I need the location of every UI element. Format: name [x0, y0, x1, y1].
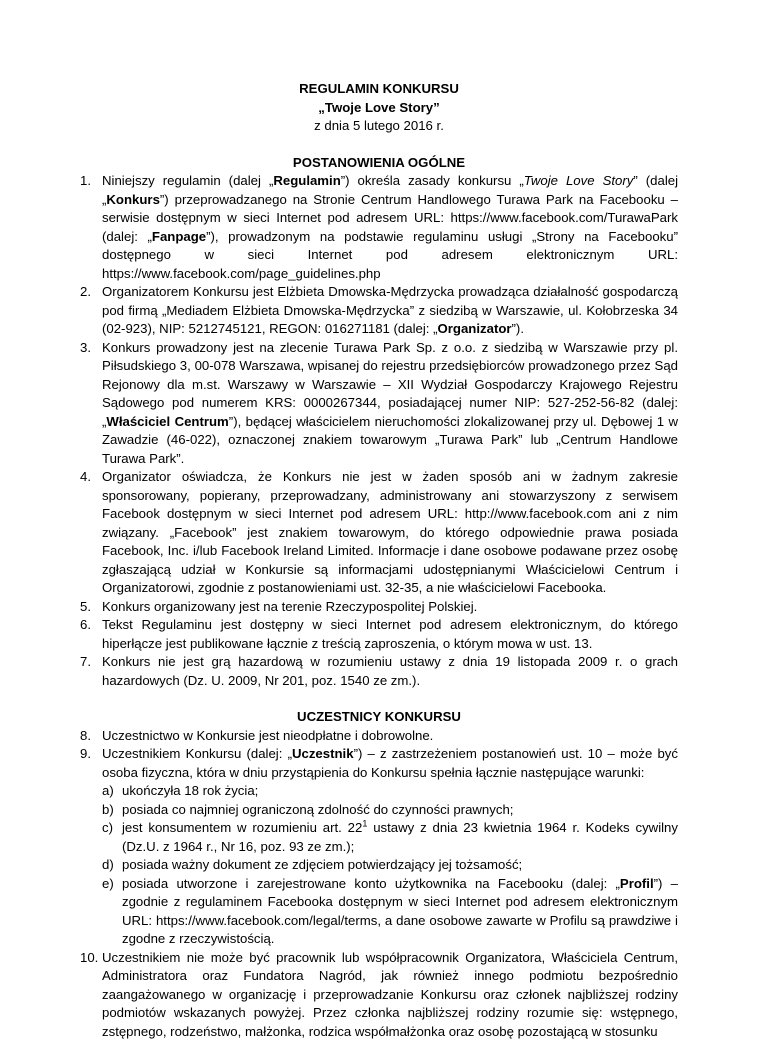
condition-item — [102, 856, 678, 875]
text-run: Uczestnictwo w Konkursie jest nieodpłatne i dobrowolne. — [102, 728, 433, 743]
list-item — [80, 616, 678, 653]
document-title: REGULAMIN KONKURSU — [80, 80, 678, 99]
text-run: jest konsumentem w rozumieniu art. 22 — [122, 820, 362, 835]
text-run: ”), prowadzonym na podstawie regulaminu usługi „Strony na Facebooku” dostępnego w sieci Internet pod adresem elektronicznym URL: https://www.facebook.com/page_guidelines.php — [102, 229, 678, 281]
condition-item — [102, 801, 678, 820]
text-run: posiada co najmniej ograniczoną zdolność do czynności prawnych; — [122, 802, 513, 817]
contest-name: „Twoje Love Story” — [80, 99, 678, 118]
text-run: Tekst Regulaminu jest dostępny w sieci Internet pod adresem elektronicznym, do którego hiperłącze jest publikowane łącznie z treścią zaproszenia, o którym mowa w ust. 13. — [102, 617, 678, 651]
list-item — [80, 172, 678, 283]
list-item — [80, 653, 678, 690]
text-run: Konkurs nie jest grą hazardową w rozumieniu ustawy z dnia 19 listopada 2009 r. o grach hazardowych (Dz. U. 2009, Nr 201, poz. 1540 ze zm.). — [102, 654, 678, 688]
item-letter: c) — [102, 819, 113, 838]
text-run: ”), będącej właścicielem nieruchomości zlokalizowanej przy ul. Dębowej 1 w Zawadzie (46-022), oznaczonej znakiem towarowym „Turawa Park” lub „Centrum Handlowe Turawa Park”. — [102, 414, 678, 466]
item-letter: a) — [102, 782, 114, 801]
defined-term: Uczestnik — [292, 746, 354, 761]
item-letter: d) — [102, 856, 114, 875]
document-title-block — [80, 80, 678, 136]
section-general-provisions — [80, 154, 678, 691]
defined-term: Konkurs — [106, 192, 160, 207]
general-provisions-list — [80, 172, 678, 690]
item-number: 6. — [80, 616, 91, 635]
item-number: 8. — [80, 727, 91, 746]
text-run: ”) – z zastrzeżeniem postanowień ust. 10 – może być osoba fizyczna, która w dniu przystąpienia do Konkursu spełnia łącznie następujące warunki: — [102, 746, 678, 780]
condition-item — [102, 875, 678, 949]
section-heading: UCZESTNICY KONKURSU — [80, 708, 678, 727]
item-number: 5. — [80, 598, 91, 617]
text-run: Organizator oświadcza, że Konkurs nie jest w żaden sposób ani w żadnym zakresie sponsorowany, popierany, przeprowadzany, administrowany ani stowarzyszony z serwisem Facebook dostępnym w sieci Internet pod adresem URL: http://www.facebook.com ani z nim związany. „Facebook” jest znakiem towarowym, do którego odpowiednie prawa posiada Facebook, Inc. i/lub Facebook Ireland Limited. Informacje i dane osobowe podawane przez osobę zgłaszającą udział w Konkursie są informacjami udostępnianymi Właścicielowi Centrum i Organizatorowi, zgodnie z postanowieniami ust. 32-35, a nie właścicielowi Facebooka. — [102, 469, 678, 595]
section-participants — [80, 708, 678, 1041]
item-number: 9. — [80, 745, 91, 764]
item-number: 2. — [80, 283, 91, 302]
participant-conditions-list — [102, 782, 678, 949]
item-letter: e) — [102, 875, 114, 894]
item-letter: b) — [102, 801, 114, 820]
text-run: ukończyła 18 rok życia; — [122, 783, 258, 798]
item-number: 3. — [80, 339, 91, 358]
section-heading: POSTANOWIENIA OGÓLNE — [80, 154, 678, 173]
list-item — [80, 949, 678, 1041]
defined-term: Organizator — [438, 321, 512, 336]
text-run: Uczestnikiem Konkursu (dalej: „ — [102, 746, 292, 761]
text-run: posiada ważny dokument ze zdjęciem potwierdzający jej tożsamość; — [122, 857, 522, 872]
text-run: ”) – zgodnie z regulaminem Facebooka dostępnym w sieci Internet pod adresem elektronicznym URL: https://www.facebook.com/legal/terms, a dane osobowe zawarte w Profilu są prawdziwe i zgodne z rzeczywistością. — [122, 876, 678, 947]
item-number: 7. — [80, 653, 91, 672]
document-date: z dnia 5 lutego 2016 r. — [80, 117, 678, 136]
text-run: ”). — [512, 321, 524, 336]
list-item — [80, 598, 678, 617]
list-item — [80, 339, 678, 469]
list-item — [80, 283, 678, 339]
text-run: ”) przeprowadzanego na Stronie Centrum Handlowego Turawa Park na Facebooku – serwisie dostępnym w sieci Internet pod adresem URL: https://www.facebook.com/TurawaPark (dalej: „ — [102, 192, 678, 244]
condition-item — [102, 782, 678, 801]
list-item — [80, 468, 678, 598]
defined-term: Fanpage — [152, 229, 206, 244]
document-page — [80, 80, 678, 1041]
defined-term: Właściciel Centrum — [106, 414, 228, 429]
item-number: 1. — [80, 172, 91, 191]
text-run: Uczestnikiem nie może być pracownik lub współpracownik Organizatora, Właściciela Centrum, Administratora oraz Fundatora Nagród, jak również innego podmiotu bezpośrednio zaangażowanego w organizację i przeprowadzanie Konkursu oraz członek najbliższej rodziny podmiotów wskazanych powyżej. Przez członka najbliższej rodziny rozumie się: wstępnego, zstępnego, rodzeństwo, małżonka, rodzica współmałżonka oraz osobę pozostającą w stosunku — [102, 950, 678, 1039]
text-run: ” (dalej „ — [102, 173, 678, 207]
text-run: Konkurs prowadzony jest na zlecenie Turawa Park Sp. z o.o. z siedzibą w Warszawie przy pl. Piłsudskiego 3, 00-078 Warszawa, wpisanej do rejestru przedsiębiorców prowadzonego przez Sąd Rejonowy dla m.st. Warszawy w Warszawie – XII Wydział Gospodarczy Krajowego Rejestru Sądowego pod numerem KRS: 0000267344, posiadającej numer NIP: 527-252-56-82 (dalej: „ — [102, 340, 678, 429]
text-run: Konkurs organizowany jest na terenie Rzeczypospolitej Polskiej. — [102, 599, 477, 614]
list-item — [80, 745, 678, 949]
contest-title-italic: Twoje Love Story — [524, 173, 634, 188]
superscript: 1 — [362, 819, 367, 829]
text-run: Niniejszy regulamin (dalej „ — [102, 173, 273, 188]
item-number: 10. — [80, 949, 98, 968]
item-number: 4. — [80, 468, 91, 487]
defined-term: Regulamin — [273, 173, 340, 188]
text-run: ustawy z dnia 23 kwietnia 1964 r. Kodeks cywilny (Dz.U. z 1964 r., Nr 16, poz. 93 ze zm.); — [122, 820, 678, 854]
text-run: Organizatorem Konkursu jest Elżbieta Dmowska-Mędrzycka prowadząca działalność gospodarczą pod firmą „Mediadem Elżbieta Dmowska-Mędrzycka” z siedzibą w Warszawie, ul. Kołobrzeska 34 (02-923), NIP: 5212745121, REGON: 016271181 (dalej: „ — [102, 284, 678, 336]
condition-item — [102, 819, 678, 856]
text-run: ”) określa zasady konkursu „ — [341, 173, 524, 188]
list-item — [80, 727, 678, 746]
text-run: posiada utworzone i zarejestrowane konto użytkownika na Facebooku (dalej: „ — [122, 876, 620, 891]
defined-term: Profil — [620, 876, 654, 891]
